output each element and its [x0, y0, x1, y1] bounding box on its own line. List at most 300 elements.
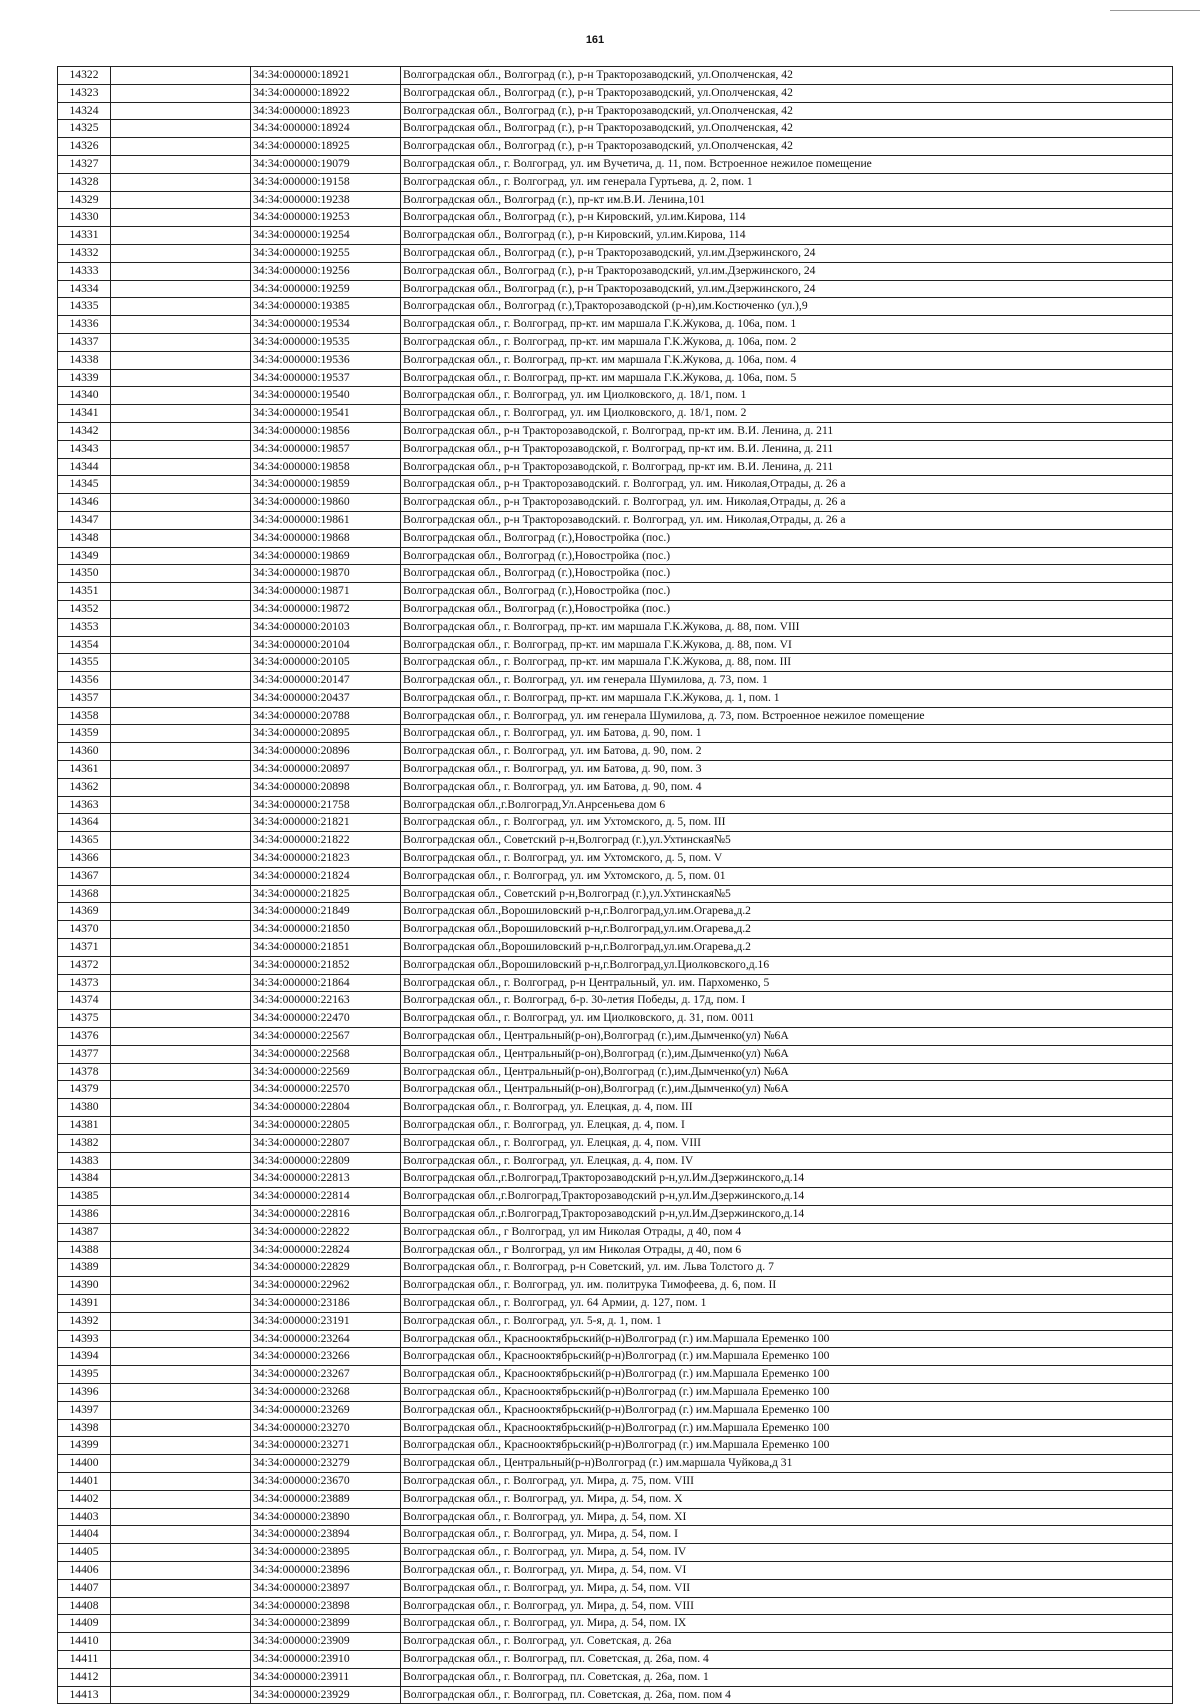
cadastral-number: 34:34:000000:19541: [251, 405, 401, 423]
address: Волгоградская обл., Волгоград (г.), р-н Кировский, ул.им.Кирова, 114: [401, 209, 1173, 227]
row-number: 14403: [58, 1508, 111, 1526]
table-row: [58, 565, 1173, 583]
empty-cell: [111, 1579, 251, 1597]
cadastral-number: 34:34:000000:23264: [251, 1330, 401, 1348]
row-number: 14326: [58, 138, 111, 156]
table-row: [58, 1241, 1173, 1259]
address: Волгоградская обл., Центральный(р-он),Волгоград (г.),им.Дымченко(ул) №6А: [401, 1081, 1173, 1099]
address: Волгоградская обл., р-н Тракторозаводской, г. Волгоград, пр-кт им. В.И. Ленина, д. 211: [401, 440, 1173, 458]
address: Волгоградская обл., г. Волгоград, б-р. 30-летия Победы, д. 17д, пом. I: [401, 992, 1173, 1010]
cadastral-number: 34:34:000000:20788: [251, 707, 401, 725]
row-number: 14327: [58, 155, 111, 173]
row-number: 14339: [58, 369, 111, 387]
address: Волгоградская обл., г. Волгоград, ул. Мира, д. 54, пом. IV: [401, 1544, 1173, 1562]
cadastral-number: 34:34:000000:23894: [251, 1526, 401, 1544]
row-number: 14335: [58, 298, 111, 316]
table-row: [58, 262, 1173, 280]
address: Волгоградская обл., г. Волгоград, ул. им генерала Гуртьева, д. 2, пом. 1: [401, 173, 1173, 191]
cadastral-number: 34:34:000000:19868: [251, 529, 401, 547]
empty-cell: [111, 191, 251, 209]
cadastral-number: 34:34:000000:23268: [251, 1383, 401, 1401]
empty-cell: [111, 1597, 251, 1615]
address: Волгоградская обл., г. Волгоград, ул. 64 Армии, д. 127, пом. 1: [401, 1294, 1173, 1312]
row-number: 14372: [58, 956, 111, 974]
address: Волгоградская обл., Краснооктябрьский(р-н)Волгоград (г.) им.Маршала Еременко 100: [401, 1383, 1173, 1401]
row-number: 14366: [58, 850, 111, 868]
address: Волгоградская обл., Советский р-н,Волгоград (г.),ул.Ухтинская№5: [401, 885, 1173, 903]
empty-cell: [111, 1615, 251, 1633]
address: Волгоградская обл., г. Волгоград, ул. им Батова, д. 90, пом. 2: [401, 743, 1173, 761]
row-number: 14407: [58, 1579, 111, 1597]
address: Волгоградская обл., г. Волгоград, ул. 5-я, д. 1, пом. 1: [401, 1312, 1173, 1330]
empty-cell: [111, 1330, 251, 1348]
row-number: 14386: [58, 1206, 111, 1224]
row-number: 14343: [58, 440, 111, 458]
table-row: [58, 1508, 1173, 1526]
row-number: 14397: [58, 1401, 111, 1419]
table-row: [58, 618, 1173, 636]
table-row: [58, 1134, 1173, 1152]
cadastral-number: 34:34:000000:19856: [251, 422, 401, 440]
row-number: 14369: [58, 903, 111, 921]
table-row: [58, 387, 1173, 405]
address: Волгоградская обл., г. Волгоград, ул. Мира, д. 54, пом. X: [401, 1490, 1173, 1508]
cadastral-number: 34:34:000000:23890: [251, 1508, 401, 1526]
empty-cell: [111, 369, 251, 387]
cadastral-number: 34:34:000000:21849: [251, 903, 401, 921]
row-number: 14376: [58, 1028, 111, 1046]
cadastral-number: 34:34:000000:22567: [251, 1028, 401, 1046]
cadastral-number: 34:34:000000:20104: [251, 636, 401, 654]
address: Волгоградская обл., г. Волгоград, ул. им Батова, д. 90, пом. 4: [401, 778, 1173, 796]
empty-cell: [111, 1152, 251, 1170]
table-row: [58, 1277, 1173, 1295]
address: Волгоградская обл., Центральный(р-он),Волгоград (г.),им.Дымченко(ул) №6А: [401, 1045, 1173, 1063]
empty-cell: [111, 298, 251, 316]
row-number: 14358: [58, 707, 111, 725]
address: Волгоградская обл., г. Волгоград, пр-кт. им маршала Г.К.Жукова, д. 106а, пом. 2: [401, 333, 1173, 351]
row-number: 14411: [58, 1650, 111, 1668]
row-number: 14413: [58, 1686, 111, 1704]
address: Волгоградская обл., г. Волгоград, ул. Мира, д. 54, пом. IX: [401, 1615, 1173, 1633]
empty-cell: [111, 903, 251, 921]
cadastral-number: 34:34:000000:20895: [251, 725, 401, 743]
address: Волгоградская обл., Волгоград (г.), р-н Тракторозаводский, ул.Ополченская, 42: [401, 102, 1173, 120]
address: Волгоградская обл.,Ворошиловский р-н,г.Волгоград,ул.им.Огарева,д.2: [401, 939, 1173, 957]
table-row: [58, 244, 1173, 262]
row-number: 14323: [58, 84, 111, 102]
row-number: 14331: [58, 227, 111, 245]
cadastral-number: 34:34:000000:19872: [251, 600, 401, 618]
empty-cell: [111, 725, 251, 743]
cadastral-number: 34:34:000000:23186: [251, 1294, 401, 1312]
row-number: 14385: [58, 1188, 111, 1206]
empty-cell: [111, 1045, 251, 1063]
address: Волгоградская обл., Краснооктябрьский(р-н)Волгоград (г.) им.Маршала Еременко 100: [401, 1330, 1173, 1348]
table-row: [58, 832, 1173, 850]
cadastral-number: 34:34:000000:22163: [251, 992, 401, 1010]
table-row: [58, 1170, 1173, 1188]
address: Волгоградская обл., Волгоград (г.), р-н Тракторозаводский, ул.Ополченская, 42: [401, 138, 1173, 156]
empty-cell: [111, 209, 251, 227]
row-number: 14367: [58, 867, 111, 885]
cadastral-number: 34:34:000000:23909: [251, 1633, 401, 1651]
cadastral-number: 34:34:000000:19534: [251, 316, 401, 334]
row-number: 14399: [58, 1437, 111, 1455]
address: Волгоградская обл., г. Волгоград, ул. Елецкая, д. 4, пом. VIII: [401, 1134, 1173, 1152]
table-row: [58, 1401, 1173, 1419]
table-row: [58, 796, 1173, 814]
address: Волгоградская обл.,г.Волгоград,Ул.Анрсеньева дом 6: [401, 796, 1173, 814]
address: Волгоградская обл., р-н Тракторозаводский. г. Волгоград, ул. им. Николая,Отрады, д. 26 а: [401, 511, 1173, 529]
cadastral-number: 34:34:000000:18921: [251, 67, 401, 85]
cadastral-number: 34:34:000000:21822: [251, 832, 401, 850]
row-number: 14384: [58, 1170, 111, 1188]
table-row: [58, 351, 1173, 369]
cadastral-number: 34:34:000000:23898: [251, 1597, 401, 1615]
table-row: [58, 636, 1173, 654]
address: Волгоградская обл., Волгоград (г.),Новостройка (пос.): [401, 565, 1173, 583]
empty-cell: [111, 1401, 251, 1419]
table-row: [58, 1117, 1173, 1135]
address: Волгоградская обл., г. Волгоград, ул. Мира, д. 54, пом. XI: [401, 1508, 1173, 1526]
empty-cell: [111, 440, 251, 458]
table-row: [58, 814, 1173, 832]
empty-cell: [111, 1561, 251, 1579]
row-number: 14365: [58, 832, 111, 850]
table-row: [58, 67, 1173, 85]
cadastral-number: 34:34:000000:19259: [251, 280, 401, 298]
cadastral-number: 34:34:000000:19540: [251, 387, 401, 405]
table-row: [58, 903, 1173, 921]
address: Волгоградская обл., г. Волгоград, ул. им Ухтомского, д. 5, пом. 01: [401, 867, 1173, 885]
cadastral-number: 34:34:000000:19256: [251, 262, 401, 280]
address: Волгоградская обл., г. Волгоград, ул. им Циолковского, д. 18/1, пом. 1: [401, 387, 1173, 405]
address: Волгоградская обл., г. Волгоград, ул. им Ухтомского, д. 5, пом. V: [401, 850, 1173, 868]
table-row: [58, 974, 1173, 992]
empty-cell: [111, 1028, 251, 1046]
cadastral-number: 34:34:000000:20103: [251, 618, 401, 636]
row-number: 14392: [58, 1312, 111, 1330]
table-row: [58, 743, 1173, 761]
table-row: [58, 155, 1173, 173]
row-number: 14351: [58, 583, 111, 601]
row-number: 14337: [58, 333, 111, 351]
address: Волгоградская обл., Волгоград (г.), р-н Кировский, ул.им.Кирова, 114: [401, 227, 1173, 245]
table-row: [58, 867, 1173, 885]
table-row: [58, 583, 1173, 601]
row-number: 14390: [58, 1277, 111, 1295]
cadastral-number: 34:34:000000:19860: [251, 494, 401, 512]
address: Волгоградская обл., г. Волгоград, пл. Советская, д. 26а, пом. 4: [401, 1650, 1173, 1668]
address: Волгоградская обл., г. Волгоград, р-н Центральный, ул. им. Пархоменко, 5: [401, 974, 1173, 992]
table-row: [58, 1668, 1173, 1686]
empty-cell: [111, 600, 251, 618]
property-registry-table: [57, 66, 1173, 1704]
empty-cell: [111, 1170, 251, 1188]
cadastral-number: 34:34:000000:20437: [251, 689, 401, 707]
row-number: 14364: [58, 814, 111, 832]
empty-cell: [111, 814, 251, 832]
cadastral-number: 34:34:000000:21850: [251, 921, 401, 939]
address: Волгоградская обл., г. Волгоград, пр-кт. им маршала Г.К.Жукова, д. 88, пом. VI: [401, 636, 1173, 654]
row-number: 14393: [58, 1330, 111, 1348]
cadastral-number: 34:34:000000:22813: [251, 1170, 401, 1188]
empty-cell: [111, 583, 251, 601]
cadastral-number: 34:34:000000:22814: [251, 1188, 401, 1206]
table-row: [58, 476, 1173, 494]
cadastral-number: 34:34:000000:23269: [251, 1401, 401, 1419]
row-number: 14410: [58, 1633, 111, 1651]
table-row: [58, 1383, 1173, 1401]
address: Волгоградская обл., Волгоград (г.), р-н Тракторозаводский, ул.Ополченская, 42: [401, 120, 1173, 138]
empty-cell: [111, 155, 251, 173]
cadastral-number: 34:34:000000:22816: [251, 1206, 401, 1224]
table-row: [58, 280, 1173, 298]
row-number: 14334: [58, 280, 111, 298]
row-number: 14325: [58, 120, 111, 138]
table-row: [58, 1045, 1173, 1063]
row-number: 14373: [58, 974, 111, 992]
row-number: 14383: [58, 1152, 111, 1170]
cadastral-number: 34:34:000000:23896: [251, 1561, 401, 1579]
row-number: 14355: [58, 654, 111, 672]
cadastral-number: 34:34:000000:23910: [251, 1650, 401, 1668]
table-row: [58, 84, 1173, 102]
table-row: [58, 1206, 1173, 1224]
row-number: 14409: [58, 1615, 111, 1633]
row-number: 14345: [58, 476, 111, 494]
table-row: [58, 654, 1173, 672]
cadastral-number: 34:34:000000:20897: [251, 761, 401, 779]
empty-cell: [111, 102, 251, 120]
table-row: [58, 1028, 1173, 1046]
table-row: [58, 1259, 1173, 1277]
table-row: [58, 1152, 1173, 1170]
table-row: [58, 992, 1173, 1010]
empty-cell: [111, 333, 251, 351]
address: Волгоградская обл., г. Волгоград, ул. им Вучетича, д. 11, пом. Встроенное нежилое помещение: [401, 155, 1173, 173]
address: Волгоградская обл., г. Волгоград, р-н Советский, ул. им. Льва Толстого д. 7: [401, 1259, 1173, 1277]
row-number: 14405: [58, 1544, 111, 1562]
cadastral-number: 34:34:000000:23895: [251, 1544, 401, 1562]
address: Волгоградская обл.,Ворошиловский р-н,г.Волгоград,ул.им.Огарева,д.2: [401, 921, 1173, 939]
cadastral-number: 34:34:000000:21823: [251, 850, 401, 868]
table-row: [58, 511, 1173, 529]
empty-cell: [111, 227, 251, 245]
row-number: 14401: [58, 1472, 111, 1490]
row-number: 14352: [58, 600, 111, 618]
empty-cell: [111, 992, 251, 1010]
row-number: 14356: [58, 672, 111, 690]
row-number: 14332: [58, 244, 111, 262]
table-row: [58, 405, 1173, 423]
address: Волгоградская обл., г. Волгоград, ул. Елецкая, д. 4, пом. I: [401, 1117, 1173, 1135]
row-number: 14330: [58, 209, 111, 227]
table-row: [58, 422, 1173, 440]
row-number: 14388: [58, 1241, 111, 1259]
table-row: [58, 1490, 1173, 1508]
table-row: [58, 1348, 1173, 1366]
empty-cell: [111, 387, 251, 405]
row-number: 14394: [58, 1348, 111, 1366]
address: Волгоградская обл., г. Волгоград, ул. Елецкая, д. 4, пом. III: [401, 1099, 1173, 1117]
empty-cell: [111, 280, 251, 298]
row-number: 14368: [58, 885, 111, 903]
table-row: [58, 547, 1173, 565]
address: Волгоградская обл., Волгоград (г.), р-н Тракторозаводский, ул.Ополченская, 42: [401, 84, 1173, 102]
row-number: 14371: [58, 939, 111, 957]
cadastral-number: 34:34:000000:23670: [251, 1472, 401, 1490]
address: Волгоградская обл., Краснооктябрьский(р-н)Волгоград (г.) им.Маршала Еременко 100: [401, 1401, 1173, 1419]
cadastral-number: 34:34:000000:19869: [251, 547, 401, 565]
cadastral-number: 34:34:000000:19536: [251, 351, 401, 369]
table-row: [58, 850, 1173, 868]
row-number: 14381: [58, 1117, 111, 1135]
row-number: 14402: [58, 1490, 111, 1508]
table-row: [58, 1099, 1173, 1117]
table-row: [58, 1472, 1173, 1490]
address: Волгоградская обл., Советский р-н,Волгоград (г.),ул.Ухтинская№5: [401, 832, 1173, 850]
row-number: 14360: [58, 743, 111, 761]
empty-cell: [111, 921, 251, 939]
table-row: [58, 458, 1173, 476]
address: Волгоградская обл., Центральный(р-он),Волгоград (г.),им.Дымченко(ул) №6А: [401, 1028, 1173, 1046]
empty-cell: [111, 1348, 251, 1366]
empty-cell: [111, 1490, 251, 1508]
table-row: [58, 1544, 1173, 1562]
row-number: 14408: [58, 1597, 111, 1615]
address: Волгоградская обл., г. Волгоград, ул. Елецкая, д. 4, пом. IV: [401, 1152, 1173, 1170]
empty-cell: [111, 939, 251, 957]
table-row: [58, 102, 1173, 120]
empty-cell: [111, 974, 251, 992]
address: Волгоградская обл.,г.Волгоград,Тракторозаводский р-н,ул.Им.Дзержинского,д.14: [401, 1206, 1173, 1224]
address: Волгоградская обл., р-н Тракторозаводский. г. Волгоград, ул. им. Николая,Отрады, д. 26 а: [401, 494, 1173, 512]
empty-cell: [111, 1508, 251, 1526]
empty-cell: [111, 547, 251, 565]
empty-cell: [111, 1366, 251, 1384]
row-number: 14387: [58, 1223, 111, 1241]
table-row: [58, 138, 1173, 156]
table-row: [58, 1615, 1173, 1633]
table-row: [58, 494, 1173, 512]
empty-cell: [111, 405, 251, 423]
row-number: 14353: [58, 618, 111, 636]
empty-cell: [111, 1650, 251, 1668]
address: Волгоградская обл., г. Волгоград, ул. им Ухтомского, д. 5, пом. III: [401, 814, 1173, 832]
empty-cell: [111, 689, 251, 707]
table-row: [58, 1330, 1173, 1348]
empty-cell: [111, 956, 251, 974]
empty-cell: [111, 1294, 251, 1312]
table-row: [58, 209, 1173, 227]
address: Волгоградская обл., г. Волгоград, пл. Советская, д. 26а, пом. пом 4: [401, 1686, 1173, 1704]
empty-cell: [111, 1526, 251, 1544]
empty-cell: [111, 84, 251, 102]
row-number: 14404: [58, 1526, 111, 1544]
address: Волгоградская обл., Волгоград (г.), р-н Тракторозаводский, ул.им.Дзержинского, 24: [401, 280, 1173, 298]
address: Волгоградская обл., Волгоград (г.),Новостройка (пос.): [401, 529, 1173, 547]
empty-cell: [111, 422, 251, 440]
table-row: [58, 600, 1173, 618]
empty-cell: [111, 1117, 251, 1135]
empty-cell: [111, 1081, 251, 1099]
row-number: 14370: [58, 921, 111, 939]
registry-rows: [58, 67, 1173, 1704]
table-row: [58, 440, 1173, 458]
cadastral-number: 34:34:000000:23266: [251, 1348, 401, 1366]
table-row: [58, 529, 1173, 547]
empty-cell: [111, 244, 251, 262]
address: Волгоградская обл., Волгоград (г.), р-н Тракторозаводский, ул.Ополченская, 42: [401, 67, 1173, 85]
address: Волгоградская обл., г Волгоград, ул им Николая Отрады, д 40, пом 4: [401, 1223, 1173, 1241]
cadastral-number: 34:34:000000:22962: [251, 1277, 401, 1295]
cadastral-number: 34:34:000000:19238: [251, 191, 401, 209]
row-number: 14348: [58, 529, 111, 547]
row-number: 14363: [58, 796, 111, 814]
empty-cell: [111, 778, 251, 796]
cadastral-number: 34:34:000000:19535: [251, 333, 401, 351]
address: Волгоградская обл., г. Волгоград, пр-кт. им маршала Г.К.Жукова, д. 106а, пом. 1: [401, 316, 1173, 334]
row-number: 14349: [58, 547, 111, 565]
row-number: 14333: [58, 262, 111, 280]
table-row: [58, 885, 1173, 903]
empty-cell: [111, 618, 251, 636]
address: Волгоградская обл., г. Волгоград, ул. им Батова, д. 90, пом. 1: [401, 725, 1173, 743]
empty-cell: [111, 316, 251, 334]
cadastral-number: 34:34:000000:20896: [251, 743, 401, 761]
address: Волгоградская обл., Краснооктябрьский(р-н)Волгоград (г.) им.Маршала Еременко 100: [401, 1366, 1173, 1384]
table-row: [58, 1223, 1173, 1241]
empty-cell: [111, 1241, 251, 1259]
address: Волгоградская обл., г. Волгоград, пр-кт. им маршала Г.К.Жукова, д. 106а, пом. 5: [401, 369, 1173, 387]
row-number: 14324: [58, 102, 111, 120]
table-row: [58, 173, 1173, 191]
cadastral-number: 34:34:000000:23267: [251, 1366, 401, 1384]
address: Волгоградская обл., г. Волгоград, ул. им Циолковского, д. 31, пом. 0011: [401, 1010, 1173, 1028]
row-number: 14354: [58, 636, 111, 654]
cadastral-number: 34:34:000000:18923: [251, 102, 401, 120]
cadastral-number: 34:34:000000:22807: [251, 1134, 401, 1152]
cadastral-number: 34:34:000000:22829: [251, 1259, 401, 1277]
address: Волгоградская обл., Волгоград (г.),Тракторозаводской (р-н),им.Костюченко (ул.),9: [401, 298, 1173, 316]
table-row: [58, 1419, 1173, 1437]
address: Волгоградская обл., г. Волгоград, ул. Мира, д. 54, пом. VII: [401, 1579, 1173, 1597]
cadastral-number: 34:34:000000:23911: [251, 1668, 401, 1686]
empty-cell: [111, 511, 251, 529]
empty-cell: [111, 458, 251, 476]
cadastral-number: 34:34:000000:19537: [251, 369, 401, 387]
cadastral-number: 34:34:000000:21825: [251, 885, 401, 903]
cadastral-number: 34:34:000000:18925: [251, 138, 401, 156]
empty-cell: [111, 1312, 251, 1330]
empty-cell: [111, 529, 251, 547]
address: Волгоградская обл.,Ворошиловский р-н,г.Волгоград,ул.Циолковского,д.16: [401, 956, 1173, 974]
cadastral-number: 34:34:000000:18924: [251, 120, 401, 138]
empty-cell: [111, 476, 251, 494]
row-number: 14361: [58, 761, 111, 779]
empty-cell: [111, 1188, 251, 1206]
cadastral-number: 34:34:000000:21852: [251, 956, 401, 974]
table-row: [58, 707, 1173, 725]
empty-cell: [111, 1686, 251, 1704]
address: Волгоградская обл., Волгоград (г.),Новостройка (пос.): [401, 547, 1173, 565]
top-edge-rule: [1110, 10, 1200, 11]
empty-cell: [111, 1223, 251, 1241]
row-number: 14398: [58, 1419, 111, 1437]
empty-cell: [111, 565, 251, 583]
